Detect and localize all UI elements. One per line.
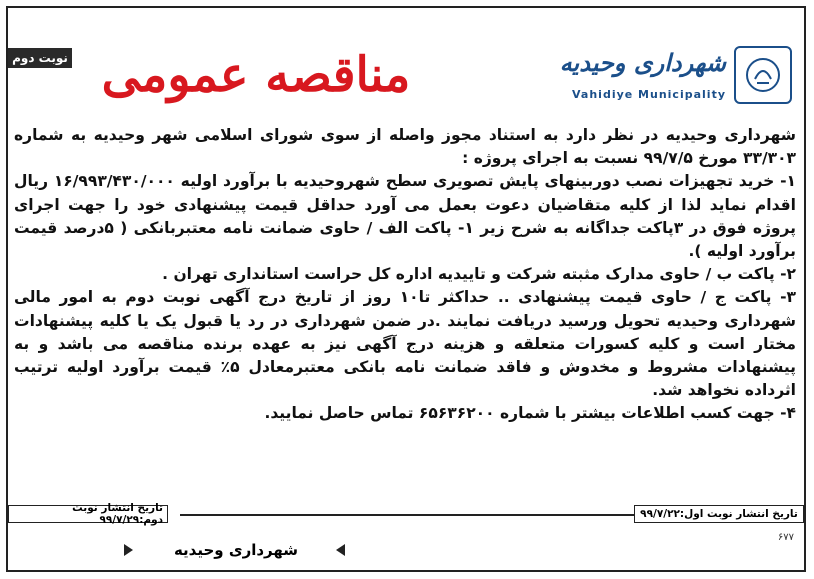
notice-item-3: ۳- پاکت ج / حاوی قیمت پیشنهادی .. حداکثر تا۱۰ روز از تاریخ درج آگهی نوبت دوم به امور مالی شهرداری وحیدیه تحویل ورسید دریافت نمایند .در ضمن شهرداری در رد یا قبول یک یا کلیه پیشنهادات مختار است و کلیه کسورات متعلقه و هزینه درج آگهی نیز به عهده برنده مناقصه می باشد و به پیشنهادات مشروط و مخدوش و فاقد ضمانت نامه بانکی معتبرمعادل ۵٪ قیمت برآورد اولیه ترتیب اثرداده نخواهد شد.	[14, 288, 796, 400]
round-badge: نوبت دوم	[8, 48, 72, 68]
municipality-emblem-icon	[734, 46, 792, 104]
arrow-left-icon	[336, 544, 345, 556]
notice-intro: شهرداری وحیدیه در نظر دارد به استناد مجوز واصله از سوی شورای اسلامی شهر وحیدیه به شماره ۳۳/۳۰۳ مورخ ۹۹/۷/۵ نسبت به اجرای پروژه :	[14, 126, 796, 168]
second-publication-date: تاریخ انتشار نوبت دوم:۹۹/۷/۲۹	[8, 505, 168, 523]
first-publication-date: تاریخ انتشار نوبت اول:۹۹/۷/۲۲	[634, 505, 804, 523]
arrow-right-icon	[124, 544, 133, 556]
notice-item-1: ۱- خرید تجهیزات نصب دوربینهای پایش تصویری سطح شهروحیدیه با برآورد اولیه ۱۶/۹۹۳/۴۳۰/۰۰۰ ریال اقدام نماید لذا از کلیه متقاضیان دعوت بعمل می آورد حداقل قیمت پیشنهادی خود را جهت اجرای پروژه فوق در ۳پاکت جداگانه به شرح زیر ۱- پاکت الف / حاوی ضمانت نامه معتبربانکی ( ۵درصد قیمت برآورد اولیه ).	[14, 172, 796, 261]
notice-body	[14, 124, 796, 426]
footer-divider	[180, 514, 634, 516]
logo-name-en: Vahidiye Municipality	[572, 88, 726, 101]
notice-headline: مناقصه عمومی	[101, 47, 411, 103]
footer-signature: شهرداری وحیدیه	[173, 541, 299, 559]
emblem-shape	[743, 55, 783, 95]
municipality-logo	[492, 46, 792, 116]
page-number: ۶۷۷	[777, 532, 794, 543]
notice-item-2: ۲- پاکت ب / حاوی مدارک مثبته شرکت و تاییدیه اداره کل حراست استانداری تهران .	[162, 265, 796, 284]
notice-item-4: ۴- جهت کسب اطلاعات بیشتر با شماره ۶۵۶۳۶۲۰۰ تماس حاصل نمایید.	[264, 404, 796, 423]
logo-name-fa: شهرداری وحیدیه	[559, 48, 726, 77]
